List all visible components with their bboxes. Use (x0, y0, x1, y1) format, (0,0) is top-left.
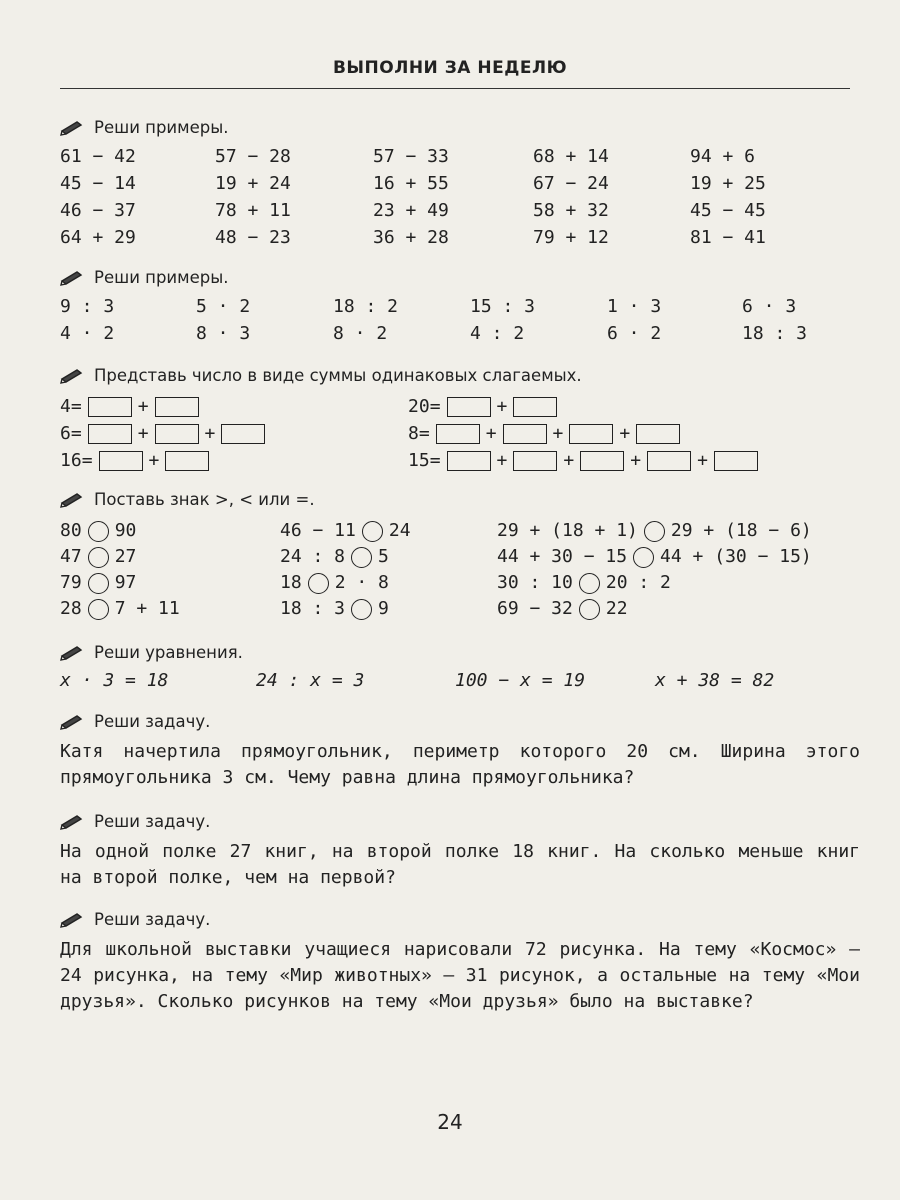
answer-box[interactable] (221, 424, 265, 444)
exercise: 6 · 3 (742, 296, 797, 317)
section-title (60, 118, 229, 137)
equals-sign: = (429, 396, 441, 417)
comparison (497, 598, 628, 620)
right-expression: 29 + (18 − 6) (670, 520, 812, 541)
comparison (280, 546, 389, 568)
sign-circle[interactable] (579, 599, 600, 620)
sum-row (408, 450, 764, 472)
pencil-icon (60, 270, 94, 286)
section-title-text: Реши уравнения. (94, 643, 243, 662)
exercise: 67 − 24 (533, 173, 609, 194)
equals-sign: = (70, 396, 82, 417)
equals-sign: = (429, 450, 441, 471)
plus-sign: + (204, 423, 216, 444)
section-title (60, 366, 582, 385)
exercise: 81 − 41 (690, 227, 766, 248)
answer-box[interactable] (513, 451, 557, 471)
right-expression: 7 + 11 (114, 598, 180, 619)
left-expression: 44 + 30 − 15 (497, 546, 628, 567)
plus-sign: + (552, 423, 564, 444)
comparison (497, 520, 812, 542)
header-rule (60, 88, 850, 89)
exercise: 1 · 3 (607, 296, 662, 317)
comparison (280, 598, 389, 620)
right-expression: 97 (114, 572, 137, 593)
sign-circle[interactable] (88, 547, 109, 568)
exercise: 18 : 2 (333, 296, 399, 317)
right-expression: 5 (378, 546, 389, 567)
exercise: 8 · 3 (196, 323, 251, 344)
right-expression: 90 (114, 520, 137, 541)
answer-box[interactable] (436, 424, 480, 444)
sign-circle[interactable] (308, 573, 329, 594)
exercise: 78 + 11 (215, 200, 291, 221)
comparison (60, 520, 136, 542)
pencil-icon (60, 714, 94, 730)
answer-box[interactable] (88, 397, 132, 417)
exercise: 19 + 24 (215, 173, 291, 194)
left-expression: 18 (280, 572, 302, 593)
equals-sign: = (70, 423, 82, 444)
left-expression: 28 (60, 598, 82, 619)
plus-sign: + (485, 423, 497, 444)
answer-box[interactable] (88, 424, 132, 444)
number: 15 (408, 450, 430, 471)
exercise: 94 + 6 (690, 146, 756, 167)
exercise: 18 : 3 (742, 323, 808, 344)
sign-circle[interactable] (88, 573, 109, 594)
equals-sign: = (418, 423, 430, 444)
exercise: 23 + 49 (373, 200, 449, 221)
exercise: 57 − 33 (373, 146, 449, 167)
plus-sign: + (496, 450, 508, 471)
section-title-text: Реши задачу. (94, 712, 211, 731)
sign-circle[interactable] (88, 521, 109, 542)
sign-circle[interactable] (351, 547, 372, 568)
answer-box[interactable] (155, 397, 199, 417)
right-expression: 2 · 8 (334, 572, 389, 593)
section-title (60, 910, 210, 929)
exercise: 6 · 2 (607, 323, 662, 344)
section-title (60, 490, 315, 509)
left-expression: 80 (60, 520, 82, 541)
answer-box[interactable] (580, 451, 624, 471)
task-text: Катя начертила прямоугольник, периметр которого 20 см. Ширина этого прямоугольника 3 см. Чему равна длина прямоугольника? (60, 741, 860, 788)
exercise: 48 − 23 (215, 227, 291, 248)
comparison (280, 572, 389, 594)
comparison (497, 572, 671, 594)
answer-box[interactable] (99, 451, 143, 471)
sum-row (408, 396, 563, 418)
exercise: 57 − 28 (215, 146, 291, 167)
number: 8 (408, 423, 419, 444)
answer-box[interactable] (569, 424, 613, 444)
exercise: 36 + 28 (373, 227, 449, 248)
exercise: 5 · 2 (196, 296, 251, 317)
exercise: 79 + 12 (533, 227, 609, 248)
sign-circle[interactable] (362, 521, 383, 542)
answer-box[interactable] (503, 424, 547, 444)
page-number: 24 (437, 1110, 463, 1134)
equation: x + 38 = 82 (655, 670, 775, 691)
section-title-text: Представь число в виде суммы одинаковых слагаемых. (94, 366, 582, 385)
sign-circle[interactable] (579, 573, 600, 594)
answer-box[interactable] (155, 424, 199, 444)
left-expression: 79 (60, 572, 82, 593)
answer-box[interactable] (447, 451, 491, 471)
right-expression: 27 (114, 546, 137, 567)
equation: 24 : x = 3 (256, 670, 365, 691)
exercise: 9 : 3 (60, 296, 115, 317)
sum-row (60, 396, 205, 418)
section-title (60, 812, 210, 831)
plus-sign: + (148, 450, 160, 471)
answer-box[interactable] (636, 424, 680, 444)
exercise: 4 · 2 (60, 323, 115, 344)
left-expression: 46 − 11 (280, 520, 356, 541)
exercise: 15 : 3 (470, 296, 536, 317)
exercise: 4 : 2 (470, 323, 525, 344)
answer-box[interactable] (513, 397, 557, 417)
pencil-icon (60, 912, 94, 928)
answer-box[interactable] (647, 451, 691, 471)
right-expression: 9 (378, 598, 389, 619)
sign-circle[interactable] (88, 599, 109, 620)
task-text: На одной полке 27 книг, на второй полке 18 книг. На сколько меньше книг на второй полке, чем на первой? (60, 841, 860, 888)
number: 4 (60, 396, 71, 417)
left-expression: 47 (60, 546, 82, 567)
page-header: ВЫПОЛНИ ЗА НЕДЕЛЮ (332, 58, 568, 78)
pencil-icon (60, 492, 94, 508)
exercise: 46 − 37 (60, 200, 136, 221)
comparison (497, 546, 812, 568)
section-title (60, 712, 210, 731)
comparison (60, 598, 180, 620)
pencil-icon (60, 120, 94, 136)
right-expression: 24 (388, 520, 411, 541)
equals-sign: = (81, 450, 93, 471)
comparison (280, 520, 411, 542)
pencil-icon (60, 814, 94, 830)
comparison (60, 572, 136, 594)
section-title-text: Реши примеры. (94, 118, 229, 137)
comparison (60, 546, 136, 568)
section-title (60, 643, 243, 662)
sum-row (408, 423, 686, 445)
sum-row (60, 450, 215, 472)
exercise: 64 + 29 (60, 227, 136, 248)
plus-sign: + (137, 396, 149, 417)
exercise: 58 + 32 (533, 200, 609, 221)
sum-row (60, 423, 271, 445)
equation: x · 3 = 18 (60, 670, 169, 691)
section-title-text: Реши задачу. (94, 812, 211, 831)
section-title-text: Реши примеры. (94, 268, 229, 287)
left-expression: 30 : 10 (497, 572, 573, 593)
exercise: 68 + 14 (533, 146, 609, 167)
left-expression: 69 − 32 (497, 598, 573, 619)
answer-box[interactable] (165, 451, 209, 471)
sign-circle[interactable] (351, 599, 372, 620)
section-title-text: Поставь знак >, < или =. (94, 490, 315, 509)
plus-sign: + (697, 450, 708, 471)
sign-circle[interactable] (644, 521, 665, 542)
right-expression: 22 (605, 598, 628, 619)
exercise: 45 − 14 (60, 173, 136, 194)
plus-sign: + (563, 450, 575, 471)
section-title (60, 268, 229, 287)
plus-sign: + (630, 450, 642, 471)
exercise: 19 + 25 (690, 173, 766, 194)
number: 6 (60, 423, 71, 444)
left-expression: 18 : 3 (280, 598, 346, 619)
section-title-text: Реши задачу. (94, 910, 211, 929)
left-expression: 24 : 8 (280, 546, 346, 567)
answer-box[interactable] (714, 451, 758, 471)
equation: 100 − x = 19 (455, 670, 586, 691)
left-expression: 29 + (18 + 1) (497, 520, 638, 541)
exercise: 8 · 2 (333, 323, 388, 344)
task-text: Для школьной выставки учащиеся нарисовали 72 рисунка. На тему «Космос» — 24 рисунка, на тему «Мир животных» — 31 рисунок, а остальные на тему «Мои друзья». Сколько рисунков на тему «Мои друзья» было на выставке? (60, 939, 860, 1012)
exercise: 16 + 55 (373, 173, 449, 194)
number: 16 (60, 450, 82, 471)
pencil-icon (60, 645, 94, 661)
exercise: 45 − 45 (690, 200, 766, 221)
plus-sign: + (137, 423, 149, 444)
number: 20 (408, 396, 430, 417)
right-expression: 20 : 2 (605, 572, 671, 593)
exercise: 61 − 42 (60, 146, 136, 167)
plus-sign: + (496, 396, 508, 417)
sign-circle[interactable] (633, 547, 654, 568)
right-expression: 44 + (30 − 15) (660, 546, 812, 567)
plus-sign: + (619, 423, 631, 444)
pencil-icon (60, 368, 94, 384)
answer-box[interactable] (447, 397, 491, 417)
